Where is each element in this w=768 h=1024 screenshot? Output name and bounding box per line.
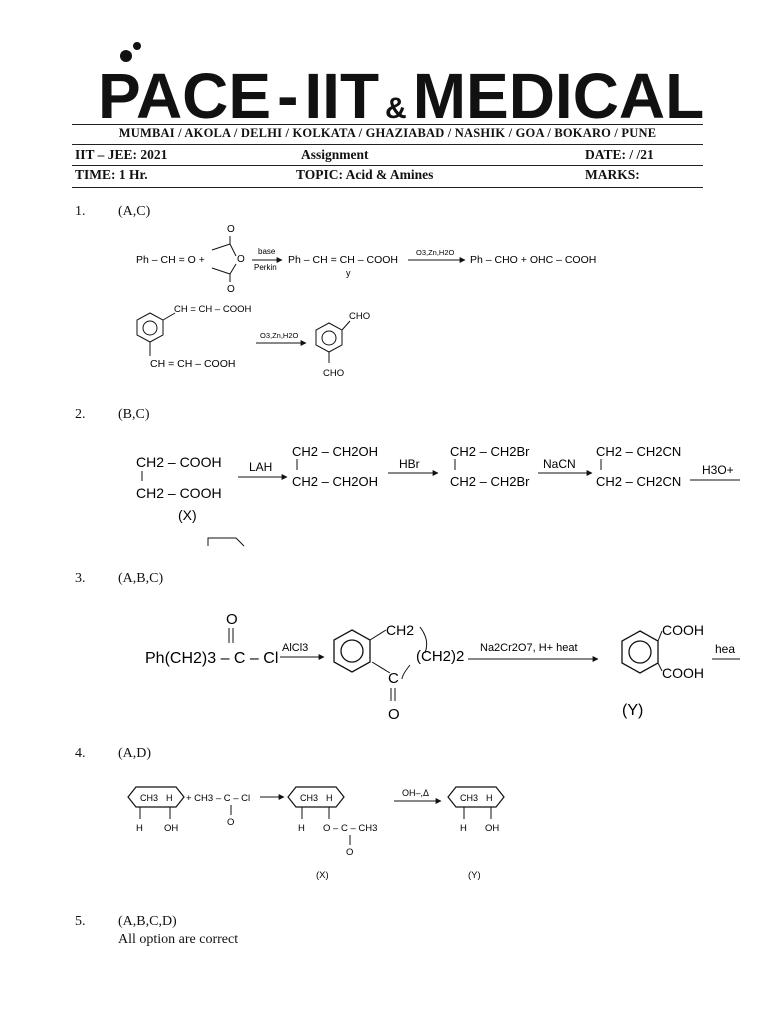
q1-sub-bottom: CH = CH – COOH (150, 358, 236, 370)
q1-scheme (130, 218, 610, 388)
q1-arrow1-top: base (258, 247, 276, 256)
pace-logo (98, 40, 705, 132)
q1-prod-top: CHO (349, 311, 371, 322)
q2-h3o: H3O+ (702, 463, 734, 477)
q3-reactant: Ph(CH2)3 – C – Cl (145, 650, 279, 667)
q3-answer: (A,B,C) (118, 571, 164, 586)
q4-ring-h: H (166, 793, 173, 803)
q4-answer: (A,D) (118, 746, 152, 761)
q3-cooh1: COOH (662, 622, 704, 638)
logo-medical: MEDICAL (412, 60, 705, 132)
q2-d1: CH2 – CH2CN (596, 444, 682, 459)
q1-y-label: y (346, 268, 351, 278)
q4-r-sub-h: H (460, 823, 467, 834)
q3-heat: hea (715, 642, 736, 656)
q4-acyl: + CH3 – C – Cl (186, 793, 251, 804)
q2-lah: LAH (249, 460, 273, 474)
q4-p-ch3: CH3 (300, 793, 319, 803)
q4-scheme (118, 775, 518, 885)
q3-o-label: O (226, 611, 238, 628)
q4-ester-o: O (346, 847, 354, 858)
q2-d2: CH2 – CH2CN (596, 474, 682, 489)
q5-answer: (A,B,C,D) (118, 914, 177, 929)
q2-b1: CH2 – CH2OH (292, 444, 378, 459)
q1-o-ring: O (237, 254, 245, 265)
q3-oxidant: Na2Cr2O7, H+ heat (480, 642, 578, 654)
q2-nacn: NaCN (543, 457, 576, 471)
q4-r-oh: OH (485, 823, 500, 834)
q2-answer: (B,C) (118, 407, 150, 422)
q3-c-label: C (388, 670, 399, 687)
q4-p-h: H (326, 793, 333, 803)
logo-pace: PACE (98, 60, 272, 132)
rule-top (72, 124, 703, 125)
q1-reactant: Ph – CH = O + (136, 254, 205, 266)
logo-dot-small (133, 42, 141, 50)
logo-amp: & (385, 92, 407, 125)
q2-b2: CH2 – CH2OH (292, 474, 378, 489)
q4-ring-ch3: CH3 (140, 793, 159, 803)
branch-list: MUMBAI / AKOLA / DELHI / KOLKATA / GHAZIABAD / NASHIK / GOA / BOKARO / PUNE (118, 126, 657, 140)
q4-acyl-o: O (227, 817, 235, 828)
q4-reagent: OH–,Δ (402, 788, 430, 798)
topic-label: TOPIC: Acid & Amines (296, 167, 434, 182)
q2-scheme (130, 440, 740, 552)
marks-label: MARKS: (585, 167, 640, 182)
rule-4 (72, 187, 703, 188)
q1-arrow1-bottom: Perkin (254, 263, 277, 272)
q4-sub-oh: OH (164, 823, 179, 834)
q4-r-h: H (486, 793, 493, 803)
q3-cooh2: COOH (662, 665, 704, 681)
q3-scheme (140, 605, 740, 730)
q1-sub-top: CH = CH – COOH (174, 304, 252, 315)
q1-answer: (A,C) (118, 204, 151, 219)
date-label: DATE: / /21 (585, 147, 654, 162)
logo-iit: IIT (304, 60, 380, 132)
q4-p-sub-h: H (298, 823, 305, 834)
q1-o-top: O (227, 224, 235, 235)
q4-x-label: (X) (316, 870, 329, 881)
q3-ch2: CH2 (386, 622, 415, 638)
q4-number: 4. (75, 746, 86, 761)
logo-dash: - (277, 60, 299, 132)
q1-prod-bottom: CHO (323, 368, 345, 379)
q3-alcl3: AlCl3 (282, 642, 309, 654)
q1-product2: Ph – CHO + OHC – COOH (470, 254, 597, 266)
q4-y-label: (Y) (468, 870, 481, 881)
type-label: Assignment (301, 147, 369, 162)
q2-c2: CH2 – CH2Br (450, 474, 530, 489)
q5-number: 5. (75, 914, 86, 929)
q1-o-bottom: O (227, 284, 235, 295)
rule-2 (72, 144, 703, 145)
q1-product1: Ph – CH = CH – COOH (288, 254, 398, 266)
q1-arrow2-top: O3,Zn,H2O (416, 248, 455, 257)
q4-r-ch3: CH3 (460, 793, 479, 803)
exam-label: IIT – JEE: 2021 (75, 147, 168, 162)
time-label: TIME: 1 Hr. (75, 167, 148, 182)
q3-ch2-2: (CH2)2 (416, 648, 465, 665)
q1-arrow3-top: O3,Zn,H2O (260, 331, 299, 340)
q2-x-label: (X) (178, 507, 197, 523)
svg-text:PACE-IIT&MEDICAL (98, 60, 704, 132)
q4-sub-h: H (136, 823, 143, 834)
q1-number: 1. (75, 204, 86, 219)
q2-number: 2. (75, 407, 86, 422)
q2-c1: CH2 – CH2Br (450, 444, 530, 459)
q3-y-label: (Y) (622, 702, 644, 719)
q2-hbr: HBr (399, 457, 420, 471)
q4-ester: O – C – CH3 (323, 823, 378, 834)
rule-3 (72, 165, 703, 166)
q2-a1: CH2 – COOH (136, 454, 222, 470)
q3-number: 3. (75, 571, 86, 586)
q5-note: All option are correct (118, 932, 239, 947)
q3-o2-label: O (388, 706, 400, 723)
q2-a2: CH2 – COOH (136, 485, 222, 501)
